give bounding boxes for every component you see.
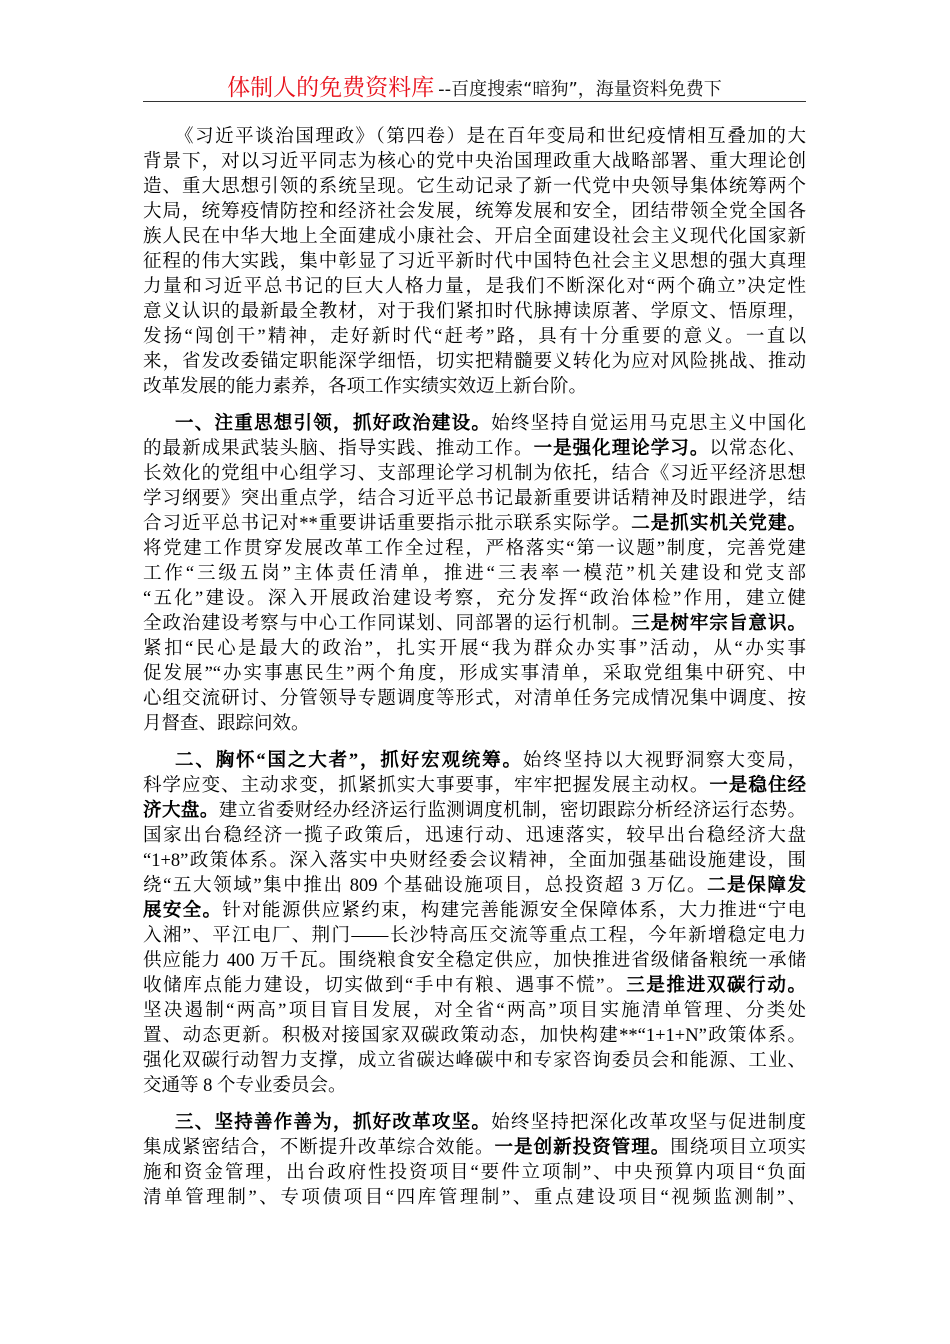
- text-segment: 集成紧密结合，不断提升改革综合效能。: [143, 1138, 495, 1158]
- header-divider: [143, 101, 806, 102]
- text-line: [143, 774, 806, 799]
- text-segment: 意义认识的最新最全教材，对于我们紧扣时代脉搏读原著、学原文、悟原理，: [143, 302, 806, 322]
- text-segment: 围绕项目立项实: [670, 1138, 806, 1158]
- text-line: [143, 824, 806, 849]
- bold-lead-text: 三、坚持善作善为，抓好改革攻坚。: [175, 1113, 492, 1133]
- page-header: [143, 74, 806, 102]
- text-line: [143, 300, 806, 325]
- text-line: [143, 375, 806, 400]
- text-segment: 强化双碳行动智力支撑，成立省碳达峰碳中和专家咨询委员会和能源、工业、: [143, 1051, 806, 1071]
- text-line: [143, 799, 806, 824]
- text-line: [143, 175, 806, 200]
- text-segment: 的最新成果武装头脑、指导实践、推动工作。: [143, 439, 534, 459]
- bold-lead-text: 二是保障发: [707, 876, 806, 896]
- bold-lead-text: 一是强化理论学习。: [533, 439, 710, 459]
- text-segment: “五化”建设。深入开展政治建设考察，充分发挥“政治体检”作用，建立健: [143, 589, 806, 609]
- bold-lead-text: 三是推进双碳行动。: [626, 976, 806, 996]
- text-segment: 长效化的党组中心组学习、支部理论学习机制为依托，结合《习近平经济思想: [143, 464, 806, 484]
- text-line: [143, 412, 806, 437]
- text-line: [143, 849, 806, 874]
- text-line: [143, 462, 806, 487]
- text-segment: 清单管理制”、专项债项目“四库管理制”、重点建设项目“视频监测制”、: [143, 1188, 806, 1208]
- text-segment: 学习纲要》突出重点学，结合习近平总书记最新重要讲话精神及时跟进学，结: [143, 489, 806, 509]
- paragraph: [143, 749, 806, 1099]
- text-segment: 绕“五大领域”集中推出 809 个基础设施项目，总投资超 3 万亿。: [143, 876, 708, 896]
- paragraph: [143, 1111, 806, 1211]
- text-line: [143, 612, 806, 637]
- text-line: [143, 687, 806, 712]
- text-line: [143, 487, 806, 512]
- text-segment: 坚决遏制“两高”项目盲目发展，对全省“两高”项目实施清单管理、分类处: [143, 1001, 806, 1021]
- text-line: [143, 537, 806, 562]
- text-line: [143, 874, 806, 899]
- text-segment: 《习近平谈治国理政》（第四卷）是在百年变局和世纪疫情相互叠加的大: [175, 127, 806, 147]
- site-name: 体制人的免费资料库: [227, 75, 435, 101]
- text-line: [143, 949, 806, 974]
- text-line: [143, 1136, 806, 1161]
- text-line: [143, 437, 806, 462]
- text-segment: 始终坚持以大视野洞察大变局，: [522, 751, 806, 771]
- text-segment: “1+8”政策体系。深入落实中央财经委会议精神，全面加强基础设施建设，围: [143, 851, 806, 871]
- text-segment: 大局，统筹疫情防控和经济社会发展，统筹发展和安全，团结带领全党全国各: [143, 202, 806, 222]
- text-line: [143, 924, 806, 949]
- text-segment: 发扬“闯创干”精神，走好新时代“赶考”路，具有十分重要的意义。一直以: [143, 327, 806, 347]
- text-segment: 促发展”“办实事惠民生”两个角度，形成实事清单，采取党组集中研究、中: [143, 664, 806, 684]
- text-segment: 全政治建设考察与中心工作同谋划、同部署的运行机制。: [143, 614, 632, 634]
- text-line: [143, 974, 806, 999]
- article-body: [143, 125, 806, 1211]
- text-line: [143, 1024, 806, 1049]
- paragraph: [143, 125, 806, 400]
- paragraph: [143, 412, 806, 737]
- bold-lead-text: 二、胸怀“国之大者”，抓好宏观统筹。: [175, 751, 523, 771]
- bold-lead-text: 济大盘。: [143, 801, 219, 821]
- text-line: [143, 200, 806, 225]
- text-segment: 针对能源供应紧约束，构建完善能源安全保障体系，大力推进“宁电: [222, 901, 806, 921]
- text-segment: 入湘”、平江电厂、荆门——长沙特高压交流等重点工程，今年新增稳定电力: [143, 926, 806, 946]
- bold-lead-text: 展安全。: [143, 901, 223, 921]
- text-segment: 心组交流研讨、分管领导专题调度等形式，对清单任务完成情况集中调度、按: [143, 689, 806, 709]
- text-segment: 置、动态更新。积极对接国家双碳政策动态，加快构建**“1+1+N”政策体系。: [143, 1026, 806, 1046]
- text-line: [143, 662, 806, 687]
- text-segment: 背景下，对以习近平同志为核心的党中央治国理政重大战略部署、重大理论创: [143, 152, 806, 172]
- text-segment: 族人民在中华大地上全面建成小康社会、开启全面建设社会主义现代化国家新: [143, 227, 806, 247]
- text-segment: 科学应变、主动求变，抓紧抓实大事要事，牢牢把握发展主动权。: [143, 776, 710, 796]
- text-line: [143, 150, 806, 175]
- text-segment: 将党建工作贯穿发展改革工作全过程，严格落实“第一议题”制度，完善党建: [143, 539, 806, 559]
- text-segment: 交通等 8 个专业委员会。: [143, 1076, 347, 1096]
- text-line: [143, 512, 806, 537]
- text-line: [143, 1186, 806, 1211]
- text-line: [143, 712, 806, 737]
- text-segment: 造、重大思想引领的系统呈现。它生动记录了新一代党中央领导集体统筹两个: [143, 177, 806, 197]
- text-segment: 改革发展的能力素养，各项工作实绩实效迈上新台阶。: [143, 377, 588, 397]
- text-line: [143, 1111, 806, 1136]
- text-segment: 施和资金管理，出台政府性投资项目“要件立项制”、中央预算内项目“负面: [143, 1163, 806, 1183]
- text-line: [143, 749, 806, 774]
- text-line: [143, 350, 806, 375]
- text-segment: 以常态化、: [709, 439, 806, 459]
- text-segment: 始终坚持把深化改革攻坚与促进制度: [491, 1113, 806, 1133]
- text-segment: 工作“三级五岗”主体责任清单，推进“三表率一模范”机关建设和党支部: [143, 564, 806, 584]
- text-line: [143, 125, 806, 150]
- text-segment: 月督查、跟踪问效。: [143, 714, 310, 734]
- site-tagline: --百度搜索“暗狗”，海量资料免费下: [438, 79, 722, 100]
- text-segment: 始终坚持自觉运用马克思主义中国化: [491, 414, 806, 434]
- text-line: [143, 899, 806, 924]
- text-line: [143, 225, 806, 250]
- text-segment: 力量和习近平总书记的巨大人格力量，是我们不断深化对“两个确立”决定性: [143, 277, 806, 297]
- bold-lead-text: 一是创新投资管理。: [494, 1138, 671, 1158]
- text-segment: 供应能力 400 万千瓦。围绕粮食安全稳定供应，加快推进省级储备粮统一承储: [143, 951, 806, 971]
- text-line: [143, 325, 806, 350]
- text-line: [143, 999, 806, 1024]
- text-line: [143, 275, 806, 300]
- text-line: [143, 1161, 806, 1186]
- text-line: [143, 637, 806, 662]
- bold-lead-text: 一、注重思想引领，抓好政治建设。: [175, 414, 492, 434]
- text-segment: 建立省委财经办经济运行监测调度机制，密切跟踪分析经济运行态势。: [218, 801, 806, 821]
- bold-lead-text: 一是稳住经: [709, 776, 806, 796]
- text-line: [143, 587, 806, 612]
- text-segment: 来，省发改委锚定职能深学细悟，切实把精髓要义转化为应对风险挑战、推动: [143, 352, 806, 372]
- text-line: [143, 1049, 806, 1074]
- bold-lead-text: 三是树牢宗旨意识。: [631, 614, 806, 634]
- bold-lead-text: 二是抓实机关党建。: [631, 514, 806, 534]
- text-segment: 国家出台稳经济一揽子政策后，迅速行动、迅速落实，较早出台稳经济大盘: [143, 826, 806, 846]
- text-line: [143, 250, 806, 275]
- text-segment: 征程的伟大实践，集中彰显了习近平新时代中国特色社会主义思想的强大真理: [143, 252, 806, 272]
- text-segment: 合习近平总书记对**重要讲话重要指示批示联系实际学。: [143, 514, 632, 534]
- text-line: [143, 1074, 806, 1099]
- text-segment: 收储库点能力建设，切实做到“手中有粮、遇事不慌”。: [143, 976, 627, 996]
- text-segment: 紧扣“民心是最大的政治”，扎实开展“我为群众办实事”活动，从“办实事: [143, 639, 806, 659]
- text-line: [143, 562, 806, 587]
